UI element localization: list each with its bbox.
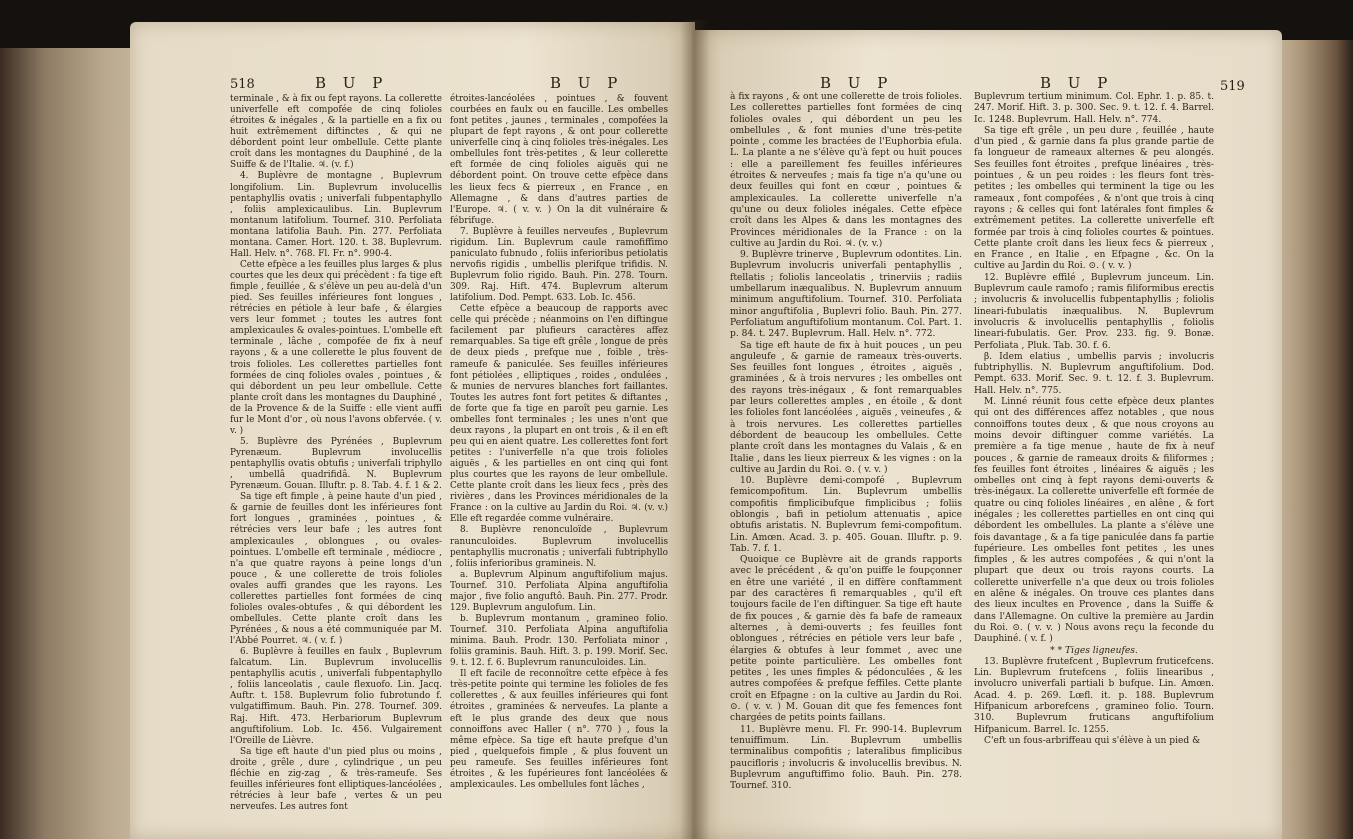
- paragraph: Sa tige eft haute de fix à huit pouces , un peu anguleufe , & garnie de rameaux très-ouverts. Ses feuilles font longues , étroites , aiguës , graminées , & à trois nervures ; les ombelles ont des rayons très-inégaux , & font remarquables par leurs collerettes amples , en étoile , & dont les folioles font lancéolées , aiguës , veineufes , & à trois nervures. Les collerettes partielles débordent de beaucoup les ombellules. Cette plante croît dans les montagnes du Valais , & en Italie , dans les lieux pierreux & les vignes : on la cultive au Jardin du Roi. ⊙. ( v. v. ): [730, 340, 962, 475]
- paragraph: 11. Buplèvre menu. Fl. Fr. 990-14. Buplevrum tenuiffimum. Lin. Buplevrum umbellis terminalibus compofitis ; lateralibus fimplicibus paucifloris ; involucris & involucellis brevibus. N. Buplevrum anguftiffimo folio. Bauh. Pin. 278. Tournef. 310.: [730, 724, 962, 792]
- left-page-stack: [0, 48, 148, 839]
- paragraph: Sa tige eft fimple , à peine haute d'un pied , & garnie de feuilles dont les inférieures font fort longues , graminées , pointues , & rétrécies vers leur bafe ; les autres font amplexicaules , oblongues , ou ovales-pointues. L'ombelle eft terminale , médiocre , n'a que quatre rayons à peine longs d'un pouce , & une collerette de trois folioles ovales auffi grandes que les rayons. Les collerettes partielles font formées de cinq folioles ovales-obtufes , & qui débordent les ombellules. Cette plante croît dans les Pyrénées , & nous a été communiquée par M. l'Abbé Pourret. ♃. ( v. f. ): [230, 492, 442, 647]
- paragraph: M. Linné réunit fous cette efpèce deux plantes qui ont des différences affez notables , que nous connoiffons toutes deux , & que nous croyons au moins devoir diftinguer comme variétés. La première a fa tige menue , haute de fix à neuf pouces , & garnie de rameaux droits & filiformes ; fes feuilles font étroites , linéaires & aiguës ; les ombelles ont cinq à fept rayons demi-ouverts & très-inégaux. La collerette univerfelle eft formée de quatre ou cinq folioles linéaires , en alêne , & fort inégales ; les collerettes partielles en ont cinq qui débordent les ombellules. La plante a s'élève une fois davantage , & a fa tige paniculée dans fa partie fupérieure. Les ombelles font petites , les unes fimples , & les autres compofées , & qui n'ont la plupart que deux ou trois rayons courts. La collerette univerfelle n'a que deux ou trois folioles en alêne & inégales. On trouve ces plantes dans des lieux incultes en Provence , dans la Suiffe & dans l'Allemagne. On cultive la première au Jardin du Roi. ⊙. ( v. v. ) Nous avons reçu la feconde du Dauphiné. ( v. f. ): [974, 397, 1214, 645]
- paragraph: Buplevrum tertium minimum. Col. Ephr. 1. p. 85. t. 247. Morif. Hift. 3. p. 300. Sec. 9. t. 12. f. 4. Barrel. Ic. 1248. Buplevrum. Hall. Helv. n°. 774.: [974, 92, 1214, 125]
- paragraph: à fix rayons , & ont une collerette de trois folioles. Les collerettes partielles font formées de cinq folioles ovales , qui débordent un peu les ombellules , & font munies d'une très-petite pointe , comme les bractées de l'Euphorbia efula. L. La plante a ne s'élève qu'à fept ou huit pouces : elle a pareillement fes feuilles inférieures étroites & nerveufes ; mais fa tige n'a qu'une ou deux feuilles qui font en cœur , pointues & amplexicaules. La collerette univerfelle n'a qu'une ou deux folioles inégales. Cette efpèce croît dans les Alpes & dans les montagnes des Provinces méridionales de la France : on la cultive au Jardin du Roi. ♃. (v. v.): [730, 92, 962, 249]
- left-running-head-2: B U P: [550, 74, 624, 92]
- paragraph: 13. Buplèvre frutefcent , Buplevrum fruticefcens. Lin. Buplevrum frutefcens , foliis linearibus , involucro univerfali partiali b bufque. Lin. Amœn. Acad. 4. p. 269. Lœfl. it. p. 188. Buplevrum Hifpanicum arborefcens , gramineo folio. Tourn. 310. Buplevrum fruticans anguftifolium Hifpanicum. Barrel. Ic. 1255.: [974, 656, 1214, 735]
- section-heading: * * Tiges ligneufes.: [1050, 645, 1138, 656]
- paragraph: a. Buplevrum Alpinum anguftifolium majus. Tournef. 310. Perfoliata Alpina anguftifolia major , five folio anguftô. Bauh. Pin. 277. Prodr. 129. Buplevrum angulofum. Lin.: [450, 569, 668, 613]
- paragraph: b. Buplevrum montanum , gramineo folio. Tournef. 310. Perfoliata Alpina anguftifolia minima. Bauh. Prodr. 130. Perfoliata minor , foliis graminis. Bauh. Hift. 3. p. 199. Morif. Sec. 9. t. 12. f. 6. Buplevrum ranunculoides. Lin.: [450, 613, 668, 669]
- left-page: [130, 22, 695, 839]
- left-column-1: [230, 94, 442, 834]
- left-column-2: [450, 94, 668, 834]
- paragraph: 7. Buplèvre à feuilles nerveufes , Buplevrum rigidum. Lin. Buplevrum caule ramofiffimo paniculato fubnudo , foliis inferioribus petiolatis nervofis rigidis , umbellis plerifque trifidis. N. Buplevrum folio rigido. Bauh. Pin. 278. Tourn. 309. Raj. Hift. 474. Buplevrum alterum latifolium. Dod. Pempt. 633. Lob. Ic. 456.: [450, 226, 668, 304]
- paragraph: Sa tige eft haute d'un pied plus ou moins , droite , grêle , dure , cylindrique , un peu fléchie en zig-zag , & très-rameufe. Ses feuilles inférieures font elliptiques-lancéolées , rétrécies à leur bafe , vertes & un peu nerveufes. Les autres font: [230, 746, 442, 812]
- paragraph: 8. Buplèvre renonculoïde , Buplevrum ranunculoides. Buplevrum involucellis pentaphyllis mucronatis ; univerfali fubtriphyllo , foliis inferioribus gramineis. N.: [450, 525, 668, 569]
- paragraph: Cette efpèce a les feuilles plus larges & plus courtes que les deux qui précèdent : fa tige eft fimple , feuillée , & s'élève un peu au-delà d'un pied. Ses feuilles inférieures font longues , rétrécies en pétiole à leur bafe , & élargies vers leur fommet ; toutes les autres font amplexicaules & ovales-pointues. L'ombelle eft terminale , lâche , compofée de fix à neuf rayons , & a une collerette le plus fouvent de trois folioles. Les collerettes partielles font formées de cinq folioles ovales , pointues , & qui débordent un peu leur ombellule. Cette plante croît dans les montagnes du Dauphiné , de la Provence & de la Suiffe : elle vient auffi fur le Mont d'or , où nous l'avons obfervée. ( v. v. ): [230, 259, 442, 436]
- paragraph: Sa tige eft grêle , un peu dure , feuillée , haute d'un pied , & garnie dans fa plus grande partie de fa longueur de rameaux alternes & peu alongés. Ses feuilles font étroites , prefque linéaires , très-pointues , & un peu roides : les fleurs font très-petites ; les ombelles qui terminent la tige ou les rameaux , font compofées , & n'ont que trois à cinq rayons ; & celles qui font latérales font fimples & extrêmement petites. La collerette univerfelle eft formée par trois à cinq folioles courtes & pointues. Cette plante croît dans les lieux fecs & pierreux , en France , en Italie , en Efpagne , &c. On la cultive au Jardin du Roi. ⊙. ( v. v. ): [974, 125, 1214, 272]
- left-page-number: 518: [230, 77, 255, 92]
- right-page-number: 519: [1220, 79, 1245, 94]
- paragraph: C'eft un fous-arbriffeau qui s'élève à un pied &: [984, 735, 1201, 746]
- paragraph: 12. Buplèvre effilé , Buplevrum junceum. Lin. Buplevrum caule ramofo ; ramis filiformibus erectis ; involucris & involucellis fubpentaphyllis ; foliolis lineari-fubulatis inæqualibus. N. Buplevrum involucris & involucellis pentaphyllis , foliolis lineari-fubulatis. Ger. Prov. 233. fig. 9. Bonæ. Perfoliata , Pluk. Tab. 30. f. 6.: [974, 272, 1214, 351]
- right-page-stack: [1270, 40, 1353, 839]
- paragraph: 6. Buplèvre à feuilles en faulx , Buplevrum falcatum. Lin. Buplevrum involucellis pentaphyllis acutis , univerfali fubpentaphyllo , foliis lanceolatis , caule flexuofo. Lin. Jacq. Auftr. t. 158. Buplevrum folio fubrotundo f. vulgatiffimum. Bauh. Pin. 278. Tournef. 309. Raj. Hift. 473. Herbariorum Buplevrum anguftifolium. Lob. Ic. 456. Vulgairement l'Oreille de Lièvre.: [230, 647, 442, 746]
- paragraph: Quoique ce Buplèvre ait de grands rapports avec le précédent , & qu'on puiffe le foupçonner en être une variété , il en diffère conftamment par des caractères fi remarquables , qu'il eft toujours facile de l'en diftinguer. Sa tige eft haute de fix pouces , & garnie dès fa bafe de rameaux alternes , à demi-ouverts ; fes feuilles font oblongues , rétrécies en pétiole vers leur bafe , élargies & obtufes à leur fommet , avec une petite pointe particulière. Les ombelles font petites , les unes fimples & pédonculées , & les autres compofées & prefque feffiles. Cette plante croît en Efpagne : on la cultive au Jardin du Roi. ⊙. ( v. v. ) M. Gouan dit que fes femences font chargées de petits points faillans.: [730, 555, 962, 724]
- right-column-2: [974, 92, 1214, 832]
- paragraph: 10. Buplèvre demi-compofé , Buplevrum femicompofitum. Lin. Buplevrum umbellis compofitis fimplicibufque fimplicibus ; foliis oblongis , bafi in petiolum attenuatis , apice obtufis aristatis. N. Buplevrum femi-compofitum. Lin. Amœn. Acad. 3. p. 405. Gouan. Illuftr. p. 9. Tab. 7. f. 1.: [730, 476, 962, 554]
- paragraph: étroites-lancéolées , pointues , & fouvent courbées en faulx ou en faucille. Les ombelles font petites , jaunes , terminales , compofées la plupart de fept rayons , & ont pour collerette univerfelle cinq à cinq folioles très-inégales. Les ombellules font très-petites , & leur collerette eft formée de cinq folioles aiguës qui ne débordent point. On trouve cette efpèce dans les lieux fecs & pierreux , en France , en Allemagne , & dans d'autres parties de l'Europe. ♃. ( v. v. ) On la dit vulnéraire & fébrifuge.: [450, 94, 668, 226]
- paragraph: 4. Buplèvre de montagne , Buplevrum longifolium. Lin. Buplevrum involucellis pentaphyllis ovatis ; univerfali fubpentaphyllo , foliis amplexicaulibus. Lin. Buplevrum montanum latifolium. Tournef. 310. Perfoliata montana latifolia Bauh. Pin. 277. Perfoliata montana. Camer. Hort. 120. t. 38. Buplevrum. Hall. Helv. n°. 768. Fl. Fr. n°. 990-4.: [230, 171, 442, 259]
- left-running-head-1: B U P: [315, 74, 389, 92]
- right-column-1: [730, 92, 962, 832]
- paragraph: 9. Buplèvre trinerve , Buplevrum odontites. Lin. Buplevrum involucris univerfali pentaphyllis , ftellatis ; foliolis lanceolatis , trinerviis ; radiis umbellarum inæqualibus. N. Buplevrum annuum minimum anguftifolium. Tournef. 310. Perfoliata minor anguftifolia , Buplevri folio. Bauh. Pin. 277. Perfoliatum anguftifolium montanum. Col. Part. 1. p. 84. t. 247. Buplevrum. Hall. Helv. n°. 772.: [730, 250, 962, 340]
- paragraph: 5. Buplèvre des Pyrénées , Buplevrum Pyrenæum. Buplevrum involucellis pentaphyllis ovatis obtufis ; univerfali triphyllo , umbellâ quadrifidâ. N. Buplevrum Pyrenæum. Gouan. Illuftr. p. 8. Tab. 4. f. 1 & 2.: [230, 436, 442, 492]
- book-gutter: [680, 20, 710, 839]
- paragraph: Il eft facile de reconnoître cette efpèce à fes très-petite pointe qui termine les folioles de fes collerettes , & aux feuilles inférieures qui font étroites , graminées & nerveufes. La plante a eft le plus grande des deux que nous connoiffons avec Haller ( n°. 770 ) , fous la même efpèce. Sa tige eft haute prefque d'un pied , quelquefois fimple , & plus fouvent un peu rameufe. Ses feuilles inférieures font étroites , & les fupérieures font lancéolées & amplexicaules. Les ombellules font lâches ,: [450, 669, 668, 790]
- paragraph: Cette efpèce a beaucoup de rapports avec celle qui précède ; néanmoins on l'en diftingue facilement par plufieurs caractères affez remarquables. Sa tige eft grêle , longue de près de deux pieds , prefque nue , foible , très-rameufe & paniculée. Ses feuilles inférieures font pétiolées , elliptiques , roides , ondulées , & munies de nervures blanches fort faillantes. Toutes les autres font fort petites & diftantes , de forte que fa tige en paroît peu garnie. Les ombelles font terminales ; les unes n'ont que deux rayons , la plupart en ont trois , & il en eft peu qui en aient quatre. Les collerettes font fort petites : l'univerfelle n'a que trois folioles aiguës , & les partielles en ont cinq qui font plus courtes que les rayons de leur ombellule. Cette plante croît dans les lieux fecs , près des rivières , dans les Provinces méridionales de la France : on la cultive au Jardin du Roi. ♃. (v. v.) Elle eft regardée comme vulnéraire.: [450, 304, 668, 525]
- right-running-head-2: B U P: [1040, 74, 1114, 92]
- right-page: [692, 30, 1282, 839]
- paragraph: β. Idem elatius , umbellis parvis ; involucris fubtriphyllis. N. Buplevrum anguftifolium. Dod. Pempt. 633. Morif. Sec. 9. t. 12. f. 3. Buplevrum. Hall. Helv. n°. 775.: [974, 351, 1214, 396]
- paragraph: terminale , & à fix ou fept rayons. La collerette univerfelle eft compofée de cinq folioles étroites & inégales , & la partielle en a fix ou huit extrêmement diftinctes , & qui ne débordent point leur ombellule. Cette plante croît dans les montagnes du Dauphiné , de la Suiffe & de l'Italie. ♃. (v. f.): [230, 94, 442, 171]
- right-running-head-1: B U P: [820, 74, 894, 92]
